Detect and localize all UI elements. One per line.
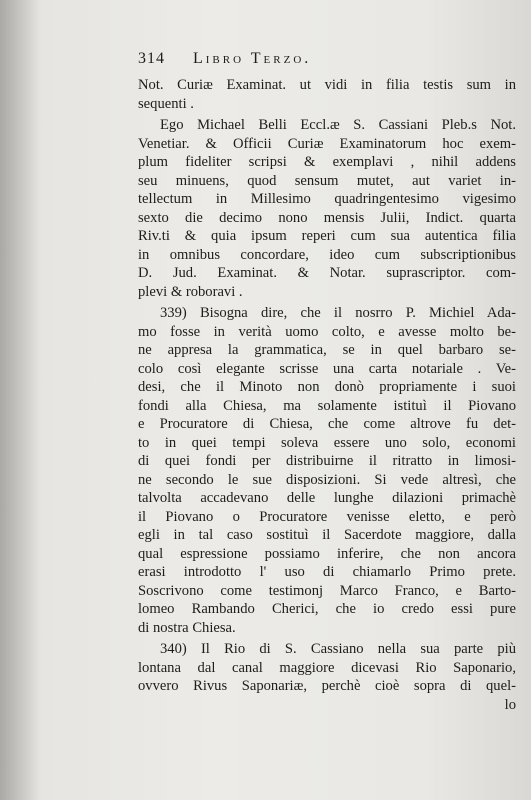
running-head-title: Libro Terzo. — [193, 50, 312, 67]
text-line: in omnibus concordare, ideo cum subscriptionibus — [138, 246, 516, 263]
text-line: fondi alla Chiesa, ma solamente istituì il Piovano — [138, 397, 516, 414]
running-head — [138, 50, 516, 76]
text-line: Riv.ti & quia ipsum reperi cum sua autentica filia — [138, 228, 516, 244]
text-line: tellectum in Millesimo quadringentesimo vigesimo — [138, 191, 516, 207]
text-line: Soscrivono come testimonj Marco Franco, e Barto- — [138, 582, 516, 599]
text-line: ovvero Rivus Saponariæ, perchè cioè sopra di quel- — [138, 678, 516, 694]
text-line: ne appresa la grammatica, se in quel barbaro se- — [138, 342, 516, 358]
text-line: di quei fondi per distribuirne il ritratto in limosi- — [138, 453, 516, 469]
text-line: lontana dal canal maggiore dicevasi Rio Saponario, — [138, 659, 516, 676]
text-line: colo così elegante scrisse una carta notariale . Ve- — [138, 360, 516, 377]
text-line: ne secondo le sue disposizioni. Si vede altresì, che — [138, 471, 516, 488]
text-line: plevi & roboravi . — [138, 283, 243, 300]
page-text-block — [138, 50, 516, 714]
text-line: mo fosse in verità uomo colto, e avesse molto be- — [138, 323, 516, 340]
text-line: egli in tal caso sostituì il Sacerdote maggiore, dalla — [138, 527, 516, 543]
text-line: desi, che il Minoto non donò propriamente i suoi — [138, 379, 516, 395]
text-line: 339) Bisogna dire, che il nosrro P. Michiel Ada- — [160, 305, 516, 321]
text-line: e Procuratore di Chiesa, che come altrove fu det- — [138, 416, 516, 432]
text-line: qual espressione possiamo inferire, che non ancora — [138, 545, 516, 562]
page-number: 314 — [138, 50, 165, 67]
text-line: D. Jud. Examinat. & Notar. suprascriptor. com- — [138, 265, 516, 281]
text-line: seu minuens, quod sensum mutet, aut variet in- — [138, 172, 516, 189]
text-line: lo — [504, 696, 516, 713]
text-line: plum fideliter scripsi & exemplavi , nihil addens — [138, 154, 516, 170]
text-line: sexto die decimo nono mensis Julii, Indict. quarta — [138, 209, 516, 226]
text-line: lomeo Rambando Cherici, che io credo essi pure — [138, 601, 516, 617]
text-line: talvolta accadevano delle lunghe dilazioni primachè — [138, 490, 516, 506]
text-line: sequenti . — [138, 95, 194, 112]
gutter-shadow — [0, 0, 40, 800]
text-line: erasi introdotto l' uso di chiamarlo Primo prete. — [138, 564, 516, 580]
text-line: 340) Il Rio di S. Cassiano nella sua parte più — [160, 641, 516, 657]
text-line: Not. Curiæ Examinat. ut vidi in filia testis sum in — [138, 77, 516, 93]
body-text — [138, 76, 516, 714]
text-line: to in quei tempi soleva essere uno solo, economi — [138, 434, 516, 451]
text-line: il Piovano o Procuratore venisse eletto, e però — [138, 508, 516, 525]
text-line: di nostra Chiesa. — [138, 619, 236, 636]
text-line: Venetiar. & Officii Curiæ Examinatorum hoc exem- — [138, 135, 516, 152]
text-line: Ego Michael Belli Eccl.æ S. Cassiani Pleb.s Not. — [160, 117, 516, 133]
